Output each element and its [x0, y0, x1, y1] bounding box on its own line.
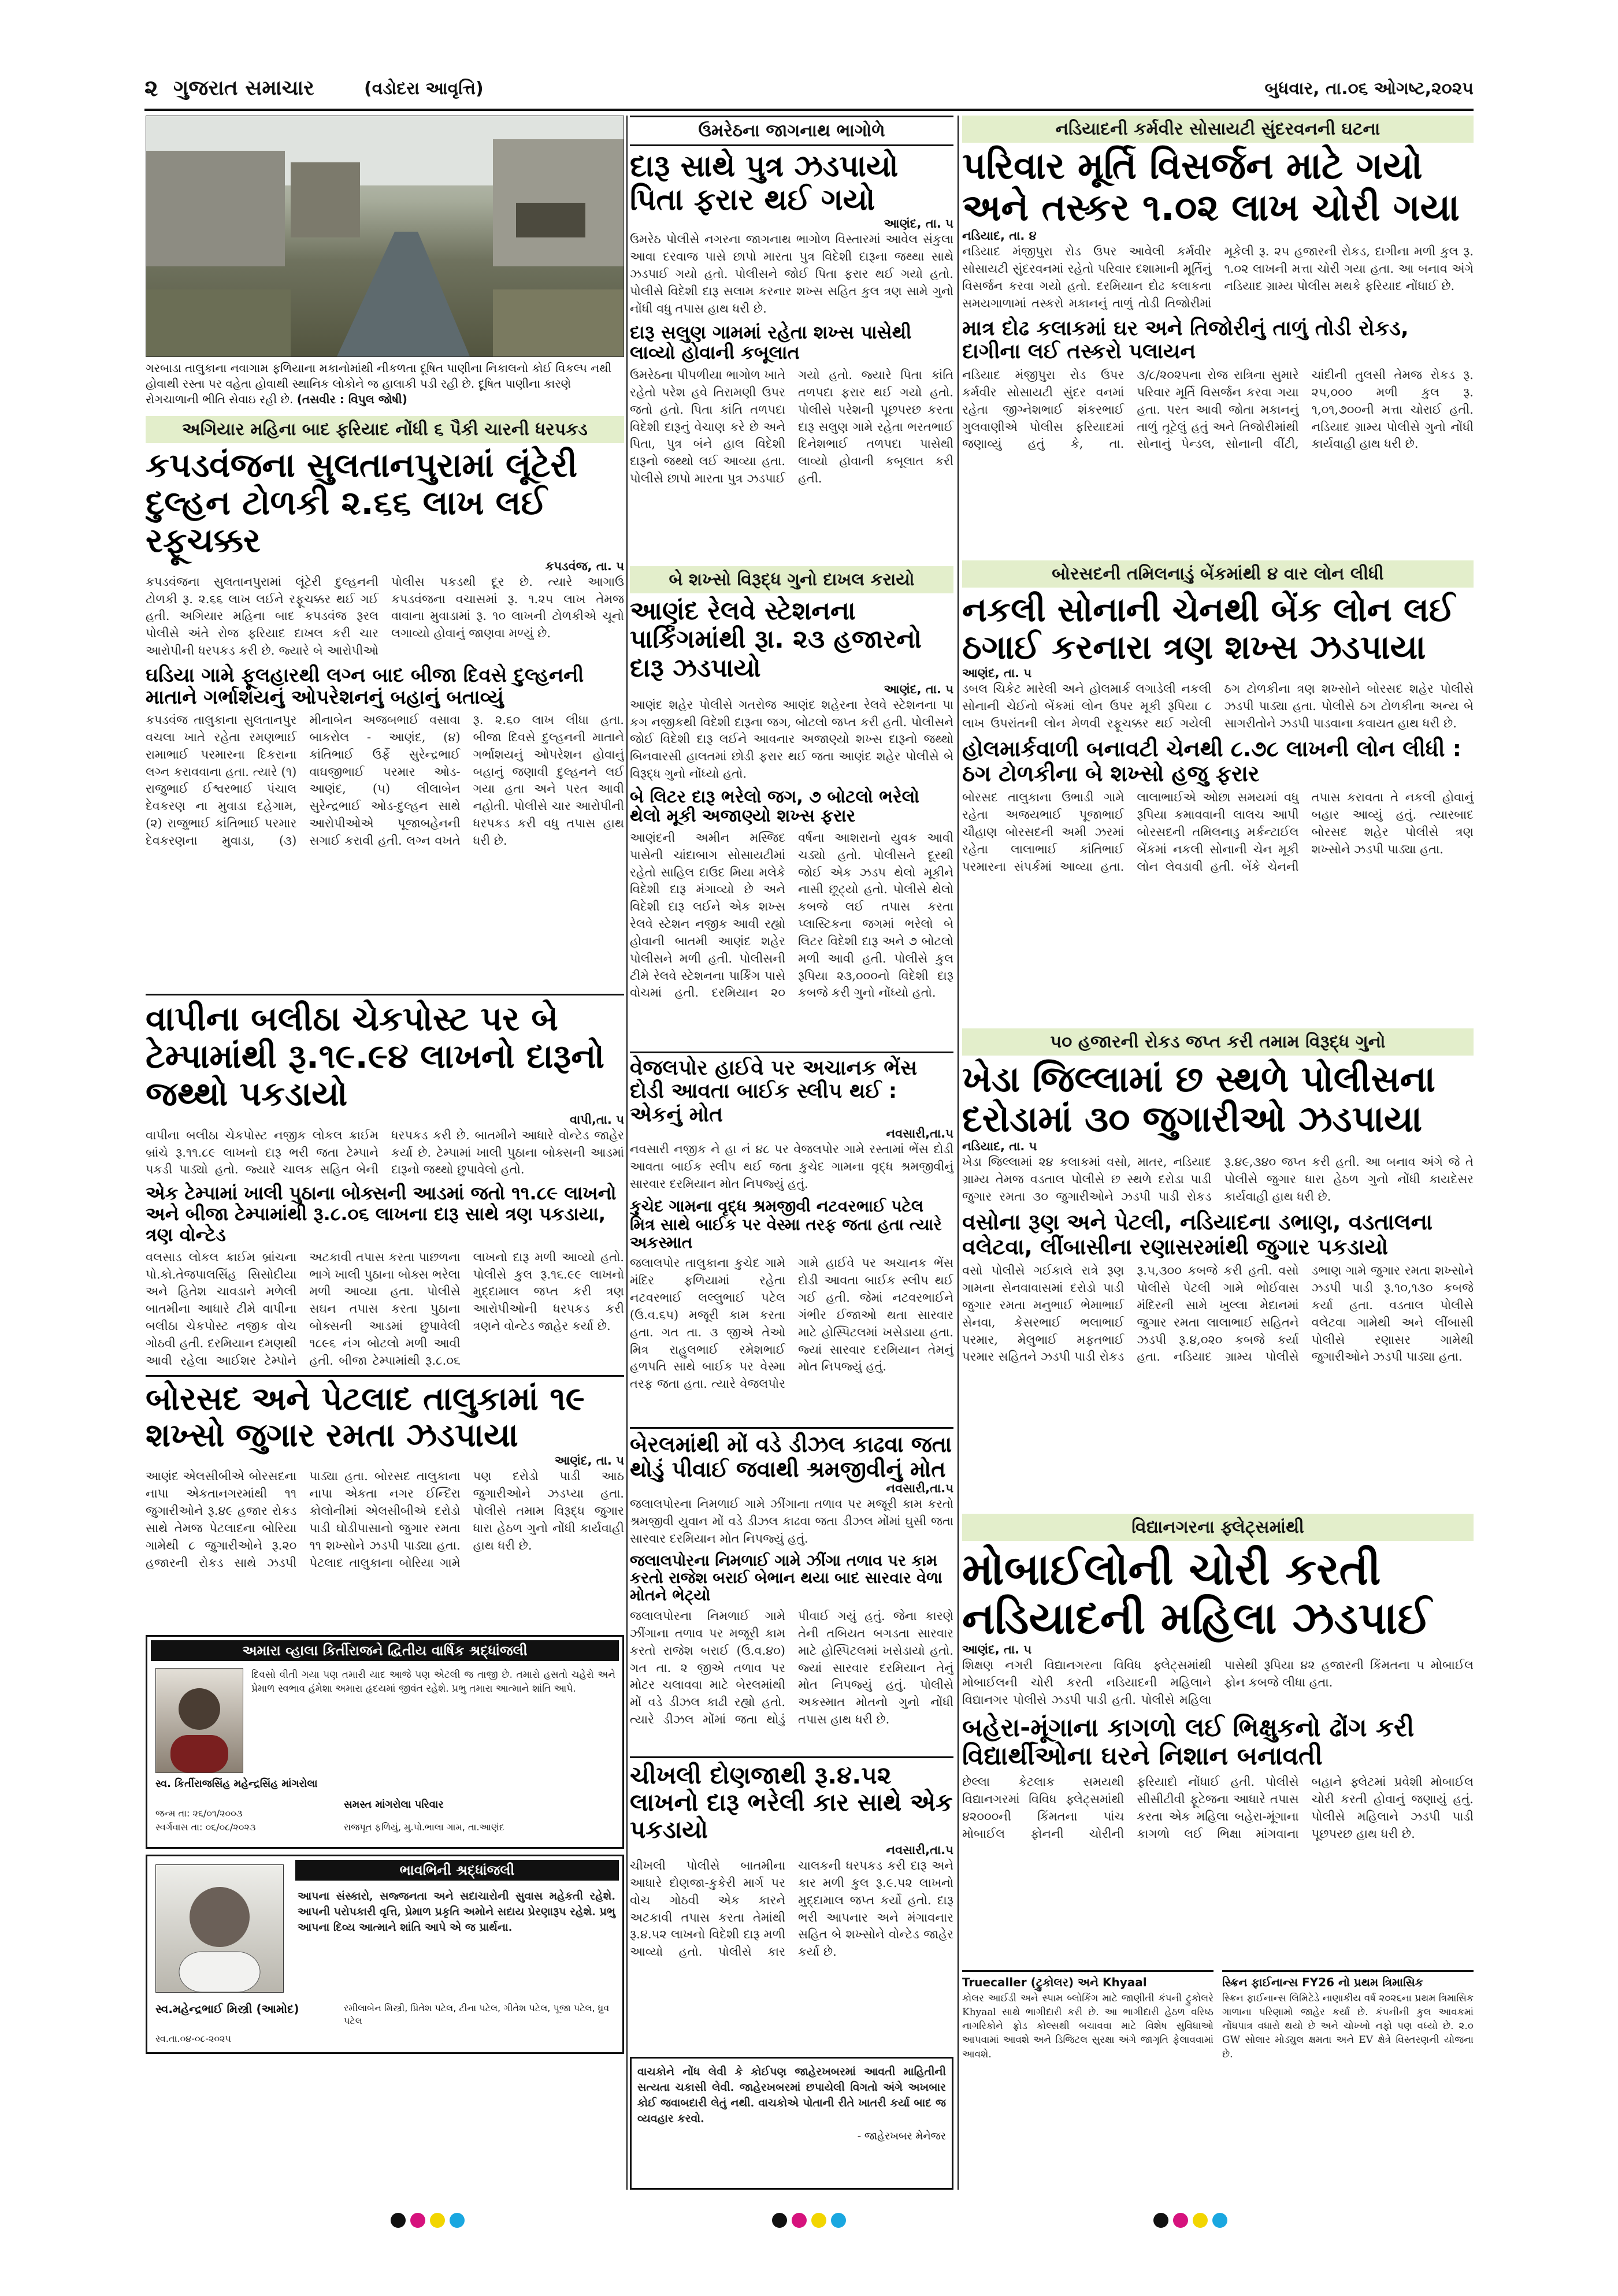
edition-label: (વડોદરા આવૃત્તિ) [364, 79, 484, 99]
drain-photo-illustration [146, 116, 624, 356]
ad-text: કોલર આઈડી અને સ્પામ બ્લોકિંગ માટે જાણીતી કંપની ટ્રુકોલરે Khyaal સાથે ભાગીદારી કરી છે. આ ભાગીદારી હેઠળ વરિષ્ઠ નાગરિકોને ફ્રોડ કોલ્સથી બચાવવા માટે વિશેષ સુવિધાઓ આપવામાં આવશે અને ડિજિટલ સુરક્ષા અંગે જાગૃતિ ફેલાવવામાં આવશે. [962, 1993, 1214, 2060]
person-icon [156, 1669, 243, 1773]
story-body-continued: વસો પોલીસે ગઈકાલે રાત્રે રૂણ ગામના સેનવાવાસમાં દરોડો પાડી જુગાર રમતા મનુભાઈ ભેમાભાઈ સેનવા, કેસરભાઈ ભલાભાઈ પરમાર, મેલુભાઈ મફતભાઈ પરમાર સહિતને ઝડપી પાડી રોકડ રૂ.૫,૩૦૦ કબજે કરી હતી. વસો પોલીસે પેટલી ગામે ભોઈવાસ મંદિરની સામે ખુલ્લા મેદાનમાં જુગાર રમતા લાલાભાઈ સહિતને ઝડપી રૂ.૪,૦૨૦ કબજે કર્યા હતા. નડિયાદ ગ્રામ્ય પોલીસે ડભાણ ગામે જુગાર રમતા શખ્સોને ઝડપી પાડી રૂ.૧૦,૧૩૦ કબજે કર્યા હતા. વડતાલ પોલીસે વલેટવા ગામેથી અને લીંબાસી પોલીસે રણાસર ગામેથી જુગારીઓને ઝડપી પાડ્યા હતા. [962, 1264, 1474, 1364]
story-subhead: કુચેદ ગામના વૃદ્ધ શ્રમજીવી નટવરભાઈ પટેલ મિત્ર સાથે બાઈક પર વેસ્મા તરફ જતા હતા ત્યારે અકસ્માત [630, 1197, 942, 1253]
caption-text: ગરબાડા તાલુકાના નવાગામ ફળિયાના મકાનોમાંથી નીકળતા દૂષિત પાણીના નિકાલનો કોઈ વિકલ્પ નથી હોવાથી રસ્તા પર વહેતા હોવાથી સ્થાનિક લોકોને જ હાલાકી પડી રહી છે. દૂષિત પાણીના કારણે રોગચાળાની ભીતિ સેવાઇ રહી છે. [146, 361, 612, 406]
story-kicker: ઉમરેઠના જાગનાથ ભાગોળે [630, 116, 953, 146]
ad-title: ભાવભિની શ્રદ્ધાંજલી [295, 1860, 619, 1881]
story-dateline: આણંદ, તા. ૫ [962, 1643, 1032, 1657]
story-dateline: આણંદ, તા. ૫ [554, 1454, 624, 1468]
story-headline: દારૂ સાથે પુત્ર ઝડપાયો પિતા ફરાર થઈ ગયો [630, 149, 899, 218]
story-subhead: એક ટેમ્પામાં ખાલી પુઠાના બોક્સની આડમાં જતો ૧૧.૮૯ લાખનો અને બીજા ટેમ્પામાંથી રૂ.૮.૦૬ લાખના દારૂ સાથે ત્રણ પકડાયા, ત્રણ વોન્ટેડ [146, 1182, 617, 1246]
registration-dot [430, 2213, 445, 2228]
story-kheda-gambling [962, 1028, 1474, 1508]
story-kicker: ૫૦ હજારની રોકડ જપ્ત કરી તમામ વિરૂદ્ધ ગુનો [962, 1028, 1474, 1056]
ad-date: સ્વ.તા.૦૪-૦૮-૨૦૨૫ [155, 2033, 232, 2044]
story-vapi [146, 994, 624, 1369]
story-dateline: કપડવંજ, તા. ૫ [545, 559, 624, 573]
story-headline: બોરસદ અને પેટલાદ તાલુકામાં ૧૯ શખ્સો જુગાર રમતા ઝડપાયા [146, 1380, 585, 1454]
ad-portrait [155, 1864, 284, 1993]
ad-tribute [146, 1635, 624, 1849]
story-body: ખેડા જિલ્લામાં ૨૪ કલાકમાં વસો, માતર, નડિયાદ ગ્રામ્ય તેમજ વડતાલ પોલીસે છ સ્થળે દરોડા પાડી જુગાર રમતા ૩૦ જુગારીઓને ઝડપી પાડી રોકડ રૂ.૪૯,૩૪૦ જપ્ત કરી હતી. આ બનાવ અંગે જે તે પોલીસે જુગાર ધારા હેઠળ ગુનો નોંધી કાયદેસર કાર્યવાહી હાથ ધરી છે. [962, 1154, 1474, 1203]
registration-marks-left [370, 2213, 485, 2236]
notice-signature: - જાહેરખબર મેનેજર [857, 2130, 946, 2142]
story-body-continued: જલાલપોરના નિમળાઈ ગામે ઝીંગાના તળાવ પર મજૂરી કામ કરતો રાજેશ બરાઈ (ઉ.વ.૪૦) ગત તા. ૨ જીએ તળાવ પર મોટર ચલાવવા માટે બેરલમાંથી મોં વડે ડીઝલ કાઢી રહ્યો હતો. ત્યારે ડીઝલ મોંમાં જતા થોડું પીવાઈ ગયું હતું. જેના કારણે તેની તબિયત બગડતા સારવાર માટે હોસ્પિટલમાં ખસેડાયો હતો. જ્યાં સારવાર દરમિયાન તેનું મોત નિપજ્યું હતું. પોલીસે અકસ્માત મોતનો ગુનો નોંધી તપાસ હાથ ધરી છે. [630, 1609, 953, 1727]
ad-text: સ્ક્રિન ફાઈનાન્સ લિમિટેડે નાણાકીય વર્ષ ૨૦૨૬ના પ્રથમ ત્રિમાસિક ગાળાના પરિણામો જાહેર કર્યા છે. કંપનીની કુલ આવકમાં નોંધપાત્ર વધારો થયો છે અને ચોખ્ખો નફો પણ વધ્યો છે. ૨.૦ GW સોલાર મોડ્યુલ ક્ષમતા અને EV ક્ષેત્રે વિસ્તરણની યોજના છે. [1222, 1993, 1474, 2060]
story-body: જલાલપોરના નિમળાઈ ગામે ઝીંગાના તળાવ પર મજૂરી કામ કરતો શ્રમજીવી યુવાન મોં વડે ડીઝલ કાઢવા જતા ડીઝલ મોંમાં ઘુસી જતા સારવાર દરમિયાન મોત નિપજ્યું હતું. [630, 1497, 953, 1545]
ad-died: સ્વર્ગવાસ તા: ૦૬/૦૮/૨૦૨૩ [155, 1822, 256, 1833]
story-subhead: વસોના રૂણ અને પેટલી, નડિયાદના ડભાણ, વડતાલના વલેટવા, લીંબાસીના રણાસરમાંથી જુગાર પકડાયો [962, 1209, 1433, 1260]
ad-finance [1222, 1970, 1474, 2190]
story-nadiad-death [630, 1427, 953, 1751]
story-kicker: બોરસદની તમિલનાડું બેંકમાંથી ૪ વાર લોન લીધી [962, 560, 1474, 588]
story-headline: ચીખલી દોણજાથી રૂ.૪.૫૨ લાખનો દારૂ ભરેલી કાર સાથે એક પકડાયો [630, 1761, 953, 1844]
story-headline: ખેડા જિલ્લામાં છ સ્થળે પોલીસના દરોડામાં ૩૦ જુગારીઓ ઝડપાયા [962, 1058, 1435, 1140]
story-kicker: નડિયાદની કર્મવીર સોસાયટી સુંદરવનની ઘટના [962, 116, 1474, 143]
story-headline: બેરલમાંથી મોં વડે ડીઝલ કાઢવા જતા થોડું પીવાઈ જવાથી શ્રમજીવીનું મોત [630, 1432, 952, 1482]
person-icon [156, 1865, 283, 1992]
registration-dot [1173, 2213, 1188, 2228]
page-number: ૨ [144, 75, 158, 102]
ad-title: Truecaller (ટ્રુકોલર) અને Khyaal [962, 1975, 1147, 1989]
story-dateline: નવસારી,તા.૫ [886, 1481, 953, 1496]
story-body: શિક્ષણ નગરી વિદ્યાનગરના વિવિધ ફ્લેટ્સમાંથી મોબાઈલની ચોરી કરતી નડિયાદની મહિલાને વિદ્યાનગર પોલીસે ઝડપી પાડી હતી. પોલીસે મહિલા પાસેથી રૂપિયા ૪૨ હજારની કિંમતના ૫ મોબાઈલ ફોન કબજે લીધા હતા. [962, 1658, 1474, 1707]
photo-credit: (તસવીર : વિપુલ જોષી) [296, 392, 407, 406]
story-headline: વાપીના બલીઠા ચેકપોસ્ટ પર બે ટેમ્પામાંથી રૂ.૧૯.૯૪ લાખનો દારૂનો જથ્થો પકડાયો [146, 999, 604, 1113]
ad-name: સ્વ.મહેન્દ્રભાઈ મિસ્ત્રી (આમોદ) [155, 2002, 299, 2016]
story-umreth [630, 116, 953, 560]
story-body-continued: છેલ્લા કેટલાક સમયથી વિદ્યાનગરમાં વિવિધ ફ્લેટ્સમાંથી ૪૨૦૦૦ની કિંમતના પાંચ મોબાઈલ ફોનની ચોરીની ફરિયાદો નોંધાઈ હતી. પોલીસે સીસીટીવી ફૂટેજના આધારે તપાસ કરતા એક મહિલા બહેરા-મૂંગાના કાગળો લઈ ભિક્ષા માંગવાના બહાને ફ્લેટમાં પ્રવેશી મોબાઈલ ચોરી કરતી હોવાનું જણાયું હતું. પોલીસે મહિલાને ઝડપી પાડી પૂછપરછ હાથ ધરી છે. [962, 1775, 1474, 1841]
story-body: કપડવંજના સુલતાનપુરામાં લૂંટેરી દુલ્હનની ટોળકી રૂ. ૨.૬૬ લાખ લઈને રફૂચક્કર થઈ ગઈ હતી. અગિયાર મહિના બાદ કપડવંજ રૂરલ પોલીસે અંતે રોજ ફરિયાદ દાખલ કરી ચાર આરોપીની ધરપકડ કરી છે. જ્યારે બે આરોપીઓ પોલીસ પકડથી દૂર છે. ત્યારે આગાઉ કપડવંજના વચાસમાં રૂ. ૧.૨૫ લાખ તેમજ વાવાના મુવાડામાં રૂ. ૧૦ લાખની ટોળકીએ ચૂનો લગાવ્યો હોવાનું જાણવા મળ્યું છે. [146, 574, 624, 658]
story-kicker: બે શખ્સો વિરૂદ્ધ ગુનો દાખલ કરાયો [630, 566, 953, 593]
story-kicker: અગિયાર મહિના બાદ ફરિયાદ નોંધી ૬ પૈકી ચારની ધરપકડ [146, 416, 624, 443]
story-body: નડિયાદ મંજીપુરા રોડ ઉપર આવેલી કર્મવીર સોસાયટી સુંદરવનમાં રહેતો પરિવાર દશામાની મૂર્તિનું વિસર્જન કરવા ગયો હતો. દરમિયાન દોઢ કલાકના સમયગાળામાં તસ્કરો મકાનનું તાળું તોડી તિજોરીમાં મૂકેલી રૂ. ૨૫ હજારની રોકડ, દાગીના મળી કુલ રૂ. ૧.૦૨ લાખની મત્તા ચોરી ગયા હતા. આ બનાવ અંગે નડિયાદ ગ્રામ્ય પોલીસ મથકે ફરિયાદ નોંધાઈ છે. [962, 244, 1474, 310]
story-headline: નકલી સોનાની ચેનથી બેંક લોન લઈ ઠગાઈ કરનારા ત્રણ શખ્સ ઝડપાયા [962, 590, 1455, 667]
registration-dot [1212, 2213, 1227, 2228]
registration-dot [450, 2213, 465, 2228]
story-headline: મોબાઈલોની ચોરી કરતી નડિયાદની મહિલા ઝડપાઈ [962, 1543, 1431, 1644]
story-chikhli [630, 1756, 953, 2051]
registration-dot [391, 2213, 406, 2228]
column-rule [958, 116, 959, 2190]
story-headline: આણંદ રેલવે સ્ટેશનના પાર્કિંગમાંથી રૂા. ૨૩ હજારનો દારૂ ઝડપાયો [630, 596, 922, 683]
registration-marks-right [1133, 2213, 1248, 2236]
story-body-continued: કપડવંજ તાલુકાના સુલતાનપુર વચલા ખાતે રહેતા રમણભાઈ રામાભાઈ પરમારના દિકરાના લગ્ન કરાવવાના હતા. ત્યારે (૧) રાજુભાઈ ઈશ્વરભાઈ પંચાલ દેવકરણ ના મુવાડા દહેગામ, (૨) રાજુભાઈ કાંતિભાઈ પરમાર દેવકરણના મુવાડા, (૩) મીનાબેન અજબભાઈ વસાવા બાકરોલ - આણંદ, (૪) કાંતિભાઈ ઉર્ફે સુરેન્દ્રભાઈ વાઘજીભાઈ પરમાર ઓડ-આણંદ, (૫) લીલાબેન સુરેન્દ્રભાઈ ઓડ-દુલ્હન સાથે આરોપીઓએ પૂજાબહેનની સગાઈ કરાવી હતી. લગ્ન વખતે રૂ. ૨.૬૦ લાખ લીધા હતા. બીજા દિવસે દુલ્હનની માતાને ગર્ભાશયનું ઓપરેશન હોવાનું બહાનું જણાવી દુલ્હનને લઈ ગયા હતા અને પરત આવી નહોતી. પોલીસે ચાર આરોપીની ધરપકડ કરી વધુ તપાસ હાથ ધરી છે. [146, 713, 624, 848]
ad-notice [630, 2057, 953, 2190]
story-subhead: જલાલપોરના નિમળાઈ ગામે ઝીંગા તળાવ પર કામ કરતો રાજેશ બરાઈ બેભાન થયા બાદ સારવાર વેળા મોતને ભેટ્યો [630, 1551, 942, 1604]
story-headline: પરિવાર મૂર્તિ વિસર્જન માટે ગયો અને તસ્કર ૧.૦૨ લાખ ચોરી ગયા [962, 145, 1460, 229]
registration-dot [772, 2213, 787, 2228]
story-dateline: આણંદ, તા. ૫ [962, 666, 1032, 680]
story-dateline: વાપી,તા. ૫ [570, 1112, 624, 1127]
story-subhead: દારૂ સલુણ ગામમાં રહેતા શખ્સ પાસેથી લાવ્યો હોવાની કબૂલાત [630, 321, 912, 364]
ad-text: આપના સંસ્કારો, સજ્જનતા અને સદાચારોની સુવાસ મહેકતી રહેશે. આપની પરોપકારી વૃત્તિ, પ્રેમાળ પ્રકૃતિ અમોને સદાય પ્રેરણારૂપ રહેશે. પ્રભુ આપના દિવ્ય આત્માને શાંતિ આપે એ જ પ્રાર્થના. [298, 1890, 615, 1934]
drain-photo [146, 116, 624, 357]
story-body-continued: નડિયાદ મંજીપુરા રોડ ઉપર કર્મવીર સોસાયટી સુંદર વનમાં રહેતા જીગ્નેશભાઈ શંકરભાઈ ગુલવાણીએ પોલીસ ફરિયાદમાં જણાવ્યું હતું કે, તા. ૩/૮/૨૦૨૫ના રોજ રાત્રિના સુમારે પરિવાર મૂર્તિ વિસર્જન કરવા ગયા હતા. પરત આવી જોતા મકાનનું તાળું તૂટેલું હતું અને તિજોરીમાંથી સોનાનું પેન્ડલ, સોનાની વીંટી, ચાંદીની તુલસી તેમજ રોકડ રૂ. ૨૫,૦૦૦ મળી કુલ રૂ. ૧,૦૧,૭૦૦ની મત્તા ચોરાઈ હતી. નડિયાદ ગ્રામ્ય પોલીસે ગુનો નોંધી કાર્યવાહી હાથ ધરી છે. [962, 368, 1474, 451]
story-subhead: હોલમાર્કવાળી બનાવટી ચેનથી ૮.૭૮ લાખની લોન લીધી : ઠગ ટોળકીના બે શખ્સો હજુ ફરાર [962, 736, 1461, 786]
story-headline: વેજલપોર હાઈવે પર અચાનક ભેંસ દોડી આવતા બાઈક સ્લીપ થઈ : એકનું મોત [630, 1052, 953, 1127]
story-anand-station [630, 566, 953, 1046]
ad-born: જન્મ તા: ૨૬/૦૧/૨૦૦૩ [155, 1808, 243, 1819]
story-nadiad-theft [962, 116, 1474, 555]
story-body: ઉમરેઠ પોલીસે નગરના જાગનાથ ભાગોળ વિસ્તારમાં આવેલ સંકુલા આવા દરવાજ પાસે છાપો મારતા પુત્ર વિદેશી દારૂના જથ્થા સાથે ઝડપાઈ ગયો હતો. પોલીસને જોઈ પિતા ફરાર થઈ ગયો હતો. પોલીસે વિદેશી દારૂ સલામ કરનાર શખ્સ સહિત કુલ ત્રણ સામે ગુનો નોંધી વધુ તપાસ હાથ ધરી છે. [630, 232, 953, 315]
ad-title: અમારા વ્હાલા કિર્તીરાજને દ્વિતીય વાર્ષિક શ્રદ્ધાંજલી [151, 1640, 619, 1661]
ad-family: રમીલાબેન મિસ્ત્રી, પ્રિતેશ પટેલ, ટીના પટેલ, ગીતેશ પટેલ, પૂજા પટેલ, ધ્રુવ પટેલ [344, 2003, 610, 2027]
story-vidyanagar [962, 1514, 1474, 1964]
story-borsad-bank [962, 560, 1474, 1023]
story-body: આણંદ શહેર પોલીસે ગતરોજ આણંદ શહેરના રેલવે સ્ટેશનના પા કગ નજીકથી વિદેશી દારૂના જગ, બોટલો જપ્ત કરી હતી. પોલીસને જોઈ વિદેશી દારૂ લઈને આવનાર અજાણ્યો શખ્સ દારૂનો જથ્થો બિનવારસી હાલતમાં છોડી ફરાર થઈ જતા આણંદ શહેર પોલીસે બે વિરૂદ્ધ ગુનો નોંધ્યો હતો. [630, 697, 953, 781]
story-body-continued: બોરસદ તાલુકાના ઉભાડી ગામે રહેતા અજયભાઈ પૂજાભાઈ ચૌહાણ બોરસદની અમી ઝરમાં રહેતા લાલાભાઈ કાંતિભાઈ પરમારના સંપર્કમાં આવ્યા હતા. લાલાભાઈએ ઓછા સમયમાં વધુ રૂપિયા કમાવવાની લાલચ આપી બોરસદની તમિલનાડુ મર્કન્ટાઈલ બેંકમાં નકલી સોનાની ચેન મૂકી લોન લેવડાવી હતી. બેંકે ચેનની તપાસ કરાવતા તે નકલી હોવાનું બહાર આવ્યું હતું. ત્યારબાદ બોરસદ શહેર પોલીસે ત્રણ શખ્સોને ઝડપી પાડ્યા હતા. [962, 790, 1474, 874]
notice-text: વાચકોને નોંધ લેવી કે કોઈપણ જાહેરખબરમાં આવતી માહિતીની સત્યતા ચકાસી લેવી. જાહેરખબરમાં છપાયેલી વિગતો અંગે અખબાર કોઈ જવાબદારી લેતું નથી. વાચકોએ પોતાની રીતે ખાતરી કર્યા બાદ જ વ્યવહાર કરવો. [637, 2065, 946, 2125]
ad-family: સમસ્ત માંગરોલા પરિવાર [344, 1799, 444, 1811]
story-subhead: ઘડિયા ગામે ફૂલહારથી લગ્ન બાદ બીજા દિવસે દુલ્હનની માતાને ગર્ભાશયનું ઓપરેશનનું બહાનું બતાવ્યું [146, 663, 584, 709]
story-dateline: આણંદ, તા. ૫ [884, 682, 953, 696]
story-subhead: માત્ર દોઢ કલાકમાં ઘર અને તિજોરીનું તાળું તોડી રોકડ, દાગીના લઈ તસ્કરો પલાયન [962, 316, 1409, 363]
story-dateline: આણંદ, તા. ૫ [884, 217, 953, 231]
story-body: વાપીના બલીઠા ચેકપોસ્ટ નજીક લોકલ ક્રાઈમ બ્રાંચે રૂ.૧૧.૮૯ લાખનો દારૂ ભરી જતા ટેમ્પાને પકડી પાડ્યો હતો. જ્યારે ચાલક સહિત બેની ધરપકડ કરી છે. બાતમીને આધારે વોન્ટેડ જાહેર કર્યા છે. ટેમ્પામાં ખાલી પુઠાના બોક્સની આડમાં દારૂનો જથ્થો છુપાવેલો હતો. [146, 1128, 624, 1177]
story-body-continued: આણંદની અમીન મસ્જિદ પાસેની ચાંદાબાગ સોસાયટીમાં રહેતો સાહિલ દાઉદ મિયા મલેકે વિદેશી દારૂ મંગાવ્યો છે અને વિદેશી દારૂ લઈને એક શખ્સ રેલવે સ્ટેશન નજીક આવી રહ્યો હોવાની બાતમી આણંદ શહેર પોલીસને મળી હતી. પોલીસની ટીમે રેલવે સ્ટેશનના પાર્કિંગ પાસે વોચમાં હતી. દરમિયાન ૨૦ વર્ષના આશરાનો યુવક આવી ચડ્યો હતો. પોલીસને દૂરથી જોઈ એક ઝડપ થેલો મૂકીને નાસી છૂટ્યો હતો. પોલીસે થેલો કબજે લઈ તપાસ કરતા પ્લાસ્ટિકના જગમાં ભરેલો બે લિટર વિદેશી દારૂ અને ૭ બોટલો મળી આવી હતી. પોલીસે કુલ રૂપિયા ૨૩,૦૦૦નો વિદેશી દારૂ કબજે કરી ગુનો નોંધ્યો હતો. [630, 831, 953, 1000]
ad-name: સ્વ. કિર્તીરાજસિંહ મહેન્દ્રસિંહ માંગરોલા [155, 1778, 318, 1790]
ad-truecaller [962, 1970, 1214, 2190]
story-dateline: નડિયાદ, તા. ૫ [962, 1139, 1037, 1153]
story-body-continued: જલાલપોર તાલુકાના કુચેદ ગામે મંદિર ફળિયામાં રહેતા નટવરભાઈ લલ્લુભાઈ પટેલ (ઉ.વ.૬૫) મજૂરી કામ કરતા હતા. ગત તા. ૩ જીએ તેઓ મિત્ર રાહુલભાઈ રમેશભાઈ હળપતિ સાથે બાઈક પર વેસ્મા તરફ જતા હતા. ત્યારે વેજલપોર ગામે હાઈવે પર અચાનક ભેંસ દોડી આવતા બાઈક સ્લીપ થઈ ગઈ હતી. જેમાં નટવરભાઈને ગંભીર ઈજાઓ થતા સારવાર માટે હોસ્પિટલમાં ખસેડાયા હતા. જ્યાં સારવાર દરમિયાન તેમનું મોત નિપજ્યું હતું. [630, 1256, 953, 1391]
ad-portrait [155, 1668, 243, 1773]
story-borsad-petlad [146, 1375, 624, 1629]
registration-dot [831, 2213, 846, 2228]
registration-dot [792, 2213, 807, 2228]
photo-caption [146, 361, 624, 407]
story-body-continued: વલસાડ લોકલ ક્રાઈમ બ્રાંચના પો.કો.તેજપાલસિંહ સિસોદીયા અને હિતેશ ચાવડાને મળેલી બાતમીના આધારે ટીમે વાપીના બલીઠા ચેકપોસ્ટ નજીક વોચ ગોઠવી હતી. દરમિયાન દમણથી આવી રહેલા આઈશર ટેમ્પોને અટકાવી તપાસ કરતા પાછળના ભાગે ખાલી પુઠાના બોક્સ ભરેલા મળી આવ્યા હતા. પોલીસે સઘન તપાસ કરતા પુઠાના બોક્સની આડમાં છુપાવેલી ૧૮૯૬ નંગ બોટલો મળી આવી હતી. બીજા ટેમ્પામાંથી રૂ.૮.૦૬ લાખનો દારૂ મળી આવ્યો હતો. પોલીસે કુલ રૂ.૧૬.૯૯ લાખનો મુદ્દામાલ જપ્ત કરી ત્રણ આરોપીઓની ધરપકડ કરી ત્રણને વોન્ટેડ જાહેર કર્યા છે. [146, 1250, 624, 1368]
story-body: આણંદ એલસીબીએ બોરસદના નાપા એકતાનગરમાંથી ૧૧ જુગારીઓને રૂ.૪૯ હજાર રોકડ સાથે તેમજ પેટલાદના બોરિયા ગામેથી ૮ જુગારીઓને રૂ.૨૦ હજારની રોકડ સાથે ઝડપી પાડ્યા હતા. બોરસદ તાલુકાના નાપા એકતા નગર ઈન્દિરા કોલોનીમાં એલસીબીએ દરોડો પાડી ઘોડીપાસાનો જુગાર રમતા ૧૧ શખ્સોને ઝડપી પાડ્યા હતા. પેટલાદ તાલુકાના બોરિયા ગામે પણ દરોડો પાડી આઠ જુગારીઓને ઝડપ્યા હતા. પોલીસે તમામ વિરૂદ્ધ જુગાર ધારા હેઠળ ગુનો નોંધી કાર્યવાહી હાથ ધરી છે. [146, 1469, 624, 1570]
registration-dot [410, 2213, 425, 2228]
story-body-continued: ઉમરેઠના પીપળીયા ભાગોળ ખાતે રહેતો પરેશ હવે તિરામણી ઉપર જતો હતો. પિતા કાંતિ તળપદા વિદેશી દારૂનું વેચાણ કરે છે અને પિતા, પુત્ર બંને હાલ વિદેશી દારૂનો જથ્થો લઈ આવ્યા હતા. પોલીસે છાપો મારતા પુત્ર ઝડપાઈ ગયો હતો. જ્યારે પિતા કાંતિ તળપદા ફરાર થઈ ગયો હતો. પોલીસે પરેશની પૂછપરછ કરતા દારૂ સલુણ ગામે રહેતા ભરતભાઈ દિનેશભાઈ તળપદા પાસેથી લાવ્યો હોવાની કબૂલાત કરી હતી. [630, 368, 953, 486]
column-rule [626, 116, 628, 2190]
masthead [144, 75, 1474, 105]
masthead-rule [144, 109, 1474, 111]
story-dateline: નવસારી,તા.૫ [886, 1843, 953, 1857]
photo-story [146, 116, 624, 413]
story-vejalpor [630, 1052, 953, 1421]
registration-dot [1153, 2213, 1168, 2228]
story-subhead: બહેરા-મૂંગાના કાગળો લઈ ભિક્ષુકનો ઢોંગ કરી વિદ્યાર્થીઓના ઘરને નિશાન બનાવતી [962, 1712, 1415, 1771]
story-body: નવસારી નજીક ને હા નં ૪૮ પર વેજલપોર ગામે રસ્તામાં ભેંસ દોડી આવતા બાઈક સ્લીપ થઈ જતા કુચેદ ગામના વૃદ્ધ શ્રમજીવીનું સારવાર દરમિયાન મોત નિપજ્યું હતું. [630, 1142, 953, 1191]
issue-date: બુધવાર, તા.૦૬ ઓગષ્ટ,૨૦૨૫ [1264, 79, 1474, 99]
story-dateline: નવસારી,તા.૫ [886, 1126, 953, 1140]
registration-dot [1193, 2213, 1208, 2228]
paper-name: ગુજરાત સમાચાર [173, 76, 314, 100]
story-kapadvanj [146, 416, 624, 988]
ad-shraddhanjali [146, 1855, 624, 2054]
ad-title: સ્ક્રિન ફાઈનાન્સ FY26 નો પ્રથમ ત્રિમાસિક [1222, 1975, 1423, 1989]
story-body: ડબલ ચિકેટ મારેલી અને હોલમાર્ક લગાડેલી નકલી સોનાની ચેઈનો બેંકમાં લોન ઉપર મૂકી રૂપિયા ૮ લાખ ઉપરાંતની લોન મેળવી રફૂચક્કર થઈ ગયેલી ઠગ ટોળકીના ત્રણ શખ્સોને બોરસદ શહેર પોલીસે ઝડપી પાડ્યા હતા. પોલીસે ઠગ ટોળકીના અન્ય બે સાગરીતોને ઝડપી પાડવાના કવાયત હાથ ધરી છે. [962, 681, 1474, 730]
story-headline: કપડવંજના સુલતાનપુરામાં લૂંટેરી દુલ્હન ટોળકી ૨.૬૬ લાખ લઈ રફૂચક્કર [146, 445, 578, 560]
story-subhead: બે લિટર દારૂ ભરેલો જગ, ૭ બોટલો ભરેલો થેલો મૂકી અજાણ્યો શખ્સ ફરાર [630, 786, 919, 827]
ad-text: દિવસો વીતી ગયા પણ તમારી યાદ આજે પણ એટલી જ તાજી છે. તમારો હસતો ચહેરો અને પ્રેમાળ સ્વભાવ હંમેશા અમારા હૃદયમાં જીવંત રહેશે. પ્રભુ તમારા આત્માને શાંતિ આપે. [251, 1669, 615, 1695]
story-body: ચીખલી પોલીસે બાતમીના આધારે દોણજા-કુકેરી માર્ગ પર વોચ ગોઠવી એક કારને અટકાવી તપાસ કરતા તેમાંથી રૂ.૪.૫૨ લાખનો વિદેશી દારૂ મળી આવ્યો હતો. પોલીસે કાર ચાલકની ધરપકડ કરી દારૂ અને કાર મળી કુલ રૂ.૯.૫૨ લાખનો મુદ્દામાલ જપ્ત કર્યો હતો. દારૂ ભરી આપનાર અને મંગાવનાર સહિત બે શખ્સોને વોન્ટેડ જાહેર કર્યા છે. [630, 1859, 953, 1959]
registration-marks-center [751, 2213, 867, 2236]
story-kicker: વિદ્યાનગરના ફ્લેટ્સમાંથી [962, 1514, 1474, 1541]
story-dateline: નડિયાદ, તા. ૪ [962, 229, 1037, 243]
registration-dot [811, 2213, 826, 2228]
ad-address: રાજપૂત ફળિયું, મુ.પો.ભાલા ગામ, તા.આણંદ [344, 1822, 504, 1833]
